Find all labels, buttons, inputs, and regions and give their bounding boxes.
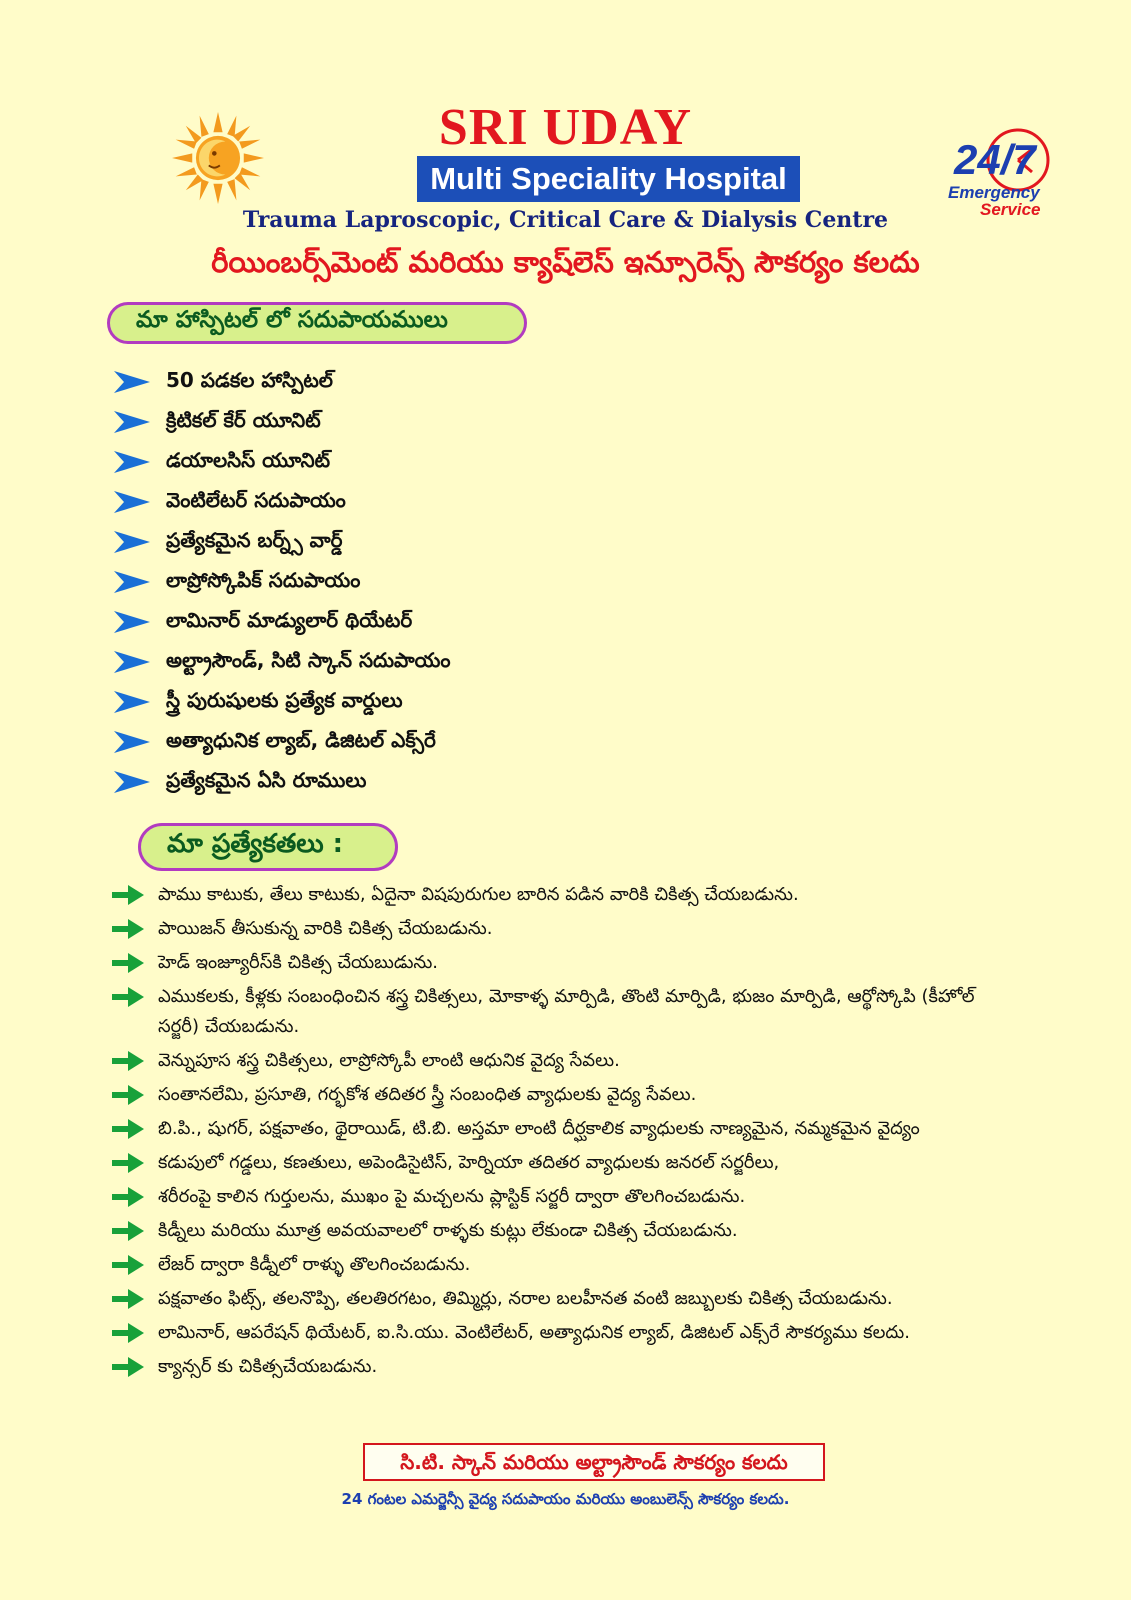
specialty-label: లామినార్, ఆపరేషన్ థియేటర్, ఐ.సి.యు. వెంటిలేటర్, అత్యాధునిక ల్యాబ్, డిజిటల్ ఎక్స్‌రే సౌకర్యము కలదు. [158, 1322, 910, 1343]
specialty-item [110, 914, 1010, 944]
specialty-label: పక్షవాతం ఫిట్స్, తలనొప్పి, తలతిరగటం, తిమ్మిర్లు, నరాల బలహీనత వంటి జబ్బులకు చికిత్స చేయబడును. [158, 1288, 893, 1309]
facility-label: వెంటిలేటర్ సదుపాయం [166, 487, 346, 512]
facility-label: లాప్రోస్కోపిక్ సదుపాయం [166, 567, 361, 592]
green-arrow-icon [110, 1049, 146, 1073]
specialty-item [110, 982, 1010, 1042]
facility-item [112, 362, 451, 402]
green-arrow-icon [110, 1253, 146, 1277]
specialty-item [110, 1250, 1010, 1280]
facility-item [112, 762, 451, 802]
green-arrow-icon [110, 1083, 146, 1107]
blue-arrow-icon [112, 729, 152, 755]
green-arrow-icon [110, 985, 146, 1009]
specialty-label: వెన్నుపూస శస్త్ర చికిత్సలు, లాప్రోస్కోపీ లాంటి ఆధునిక వైద్య సేవలు. [158, 1050, 620, 1071]
facility-label: డయాలసిస్ యూనిట్ [166, 447, 331, 472]
facility-label: లామినార్ మాడ్యులార్ థియేటర్ [166, 607, 413, 632]
specialty-item [110, 1284, 1010, 1314]
specialty-label: క్యాన్సర్ కు చికిత్సచేయబడును. [158, 1356, 378, 1377]
green-arrow-icon [110, 1355, 146, 1379]
facility-label: స్త్రీ పురుషులకు ప్రత్యేక వార్డులు [166, 687, 403, 712]
facility-label: అత్యాధునిక ల్యాబ్, డిజిటల్ ఎక్స్‌రే [166, 727, 436, 752]
blue-arrow-icon [112, 769, 152, 795]
blue-arrow-icon [112, 529, 152, 555]
blue-arrow-icon [112, 489, 152, 515]
emergency-number: 24/7 [954, 136, 1036, 183]
specialty-item [110, 1216, 1010, 1246]
green-arrow-icon [110, 1117, 146, 1141]
specialty-item [110, 880, 1010, 910]
specialty-label: కిడ్నీలు మరియు మూత్ర అవయవాలలో రాళ్ళకు కుట్లు లేకుండా చికిత్స చేయబడును. [158, 1220, 738, 1241]
green-arrow-icon [110, 1219, 146, 1243]
specialty-item [110, 1148, 1010, 1178]
facility-item [112, 602, 451, 642]
green-arrow-icon [110, 883, 146, 907]
blue-arrow-icon [112, 449, 152, 475]
blue-arrow-icon [112, 369, 152, 395]
specialty-label: లేజర్ ద్వారా కిడ్నీలో రాళ్ళు తొలగించబడును. [158, 1254, 471, 1275]
hospital-subtitle: Multi Speciality Hospital [417, 156, 800, 202]
specialty-item [110, 948, 1010, 978]
facility-item [112, 682, 451, 722]
hospital-tagline: Trauma Laproscopic, Critical Care & Dialysis Centre [242, 207, 889, 233]
blue-arrow-icon [112, 409, 152, 435]
emergency-label-line2: Service [980, 200, 1041, 218]
insurance-banner: రీయింబర్స్‌మెంట్ మరియు క్యాష్‌లెస్ ఇన్సూరెన్స్ సౌకర్యం కలదు [211, 245, 920, 279]
facility-item [112, 402, 451, 442]
facilities-heading: మా హాస్పిటల్ లో సదుపాయములు [107, 302, 527, 344]
facilities-list [112, 362, 451, 802]
green-arrow-icon [110, 951, 146, 975]
facility-label: ప్రత్యేకమైన ఏసి రూములు [166, 767, 367, 792]
facility-item [112, 482, 451, 522]
specialty-label: కడుపులో గడ్డలు, కణతులు, అపెండిసైటిస్, హెర్నియా తదితర వ్యాధులకు జనరల్ సర్జరీలు, [158, 1152, 780, 1173]
specialty-item [110, 1182, 1010, 1212]
blue-arrow-icon [112, 569, 152, 595]
ct-scan-notice: సి.టి. స్కాన్ మరియు అల్ట్రాసౌండ్ సౌకర్యం కలదు [363, 1443, 825, 1481]
specialty-item [110, 1352, 1010, 1382]
emergency-label-line1: Emergency [948, 183, 1040, 202]
facility-label: ప్రత్యేకమైన బర్న్స్ వార్డ్ [166, 527, 343, 552]
facility-label: 50 పడకల హాస్పిటల్ [166, 367, 333, 392]
specialty-item [110, 1114, 1010, 1144]
specialty-label: బి.పి., షుగర్, పక్షవాతం, థైరాయిడ్, టి.బి. అస్తమా లాంటి దీర్ఘకాలిక వ్యాధులకు నాణ్యమైన, నమ్మకమైన వైద్యం [158, 1118, 920, 1139]
facility-label: అల్ట్రాసౌండ్, సిటి స్కాన్ సదుపాయం [166, 647, 451, 672]
specialty-item [110, 1318, 1010, 1348]
emergency-note: 24 గంటల ఎమర్జెన్సీ వైద్య సదుపాయం మరియు అంబులెన్స్ సౌకర్యం కలదు. [341, 1490, 790, 1508]
specialty-label: శరీరంపై కాలిన గుర్తులను, ముఖం పై మచ్చలను ప్లాస్టిక్ సర్జరీ ద్వారా తొలగించబడును. [158, 1186, 746, 1207]
specialty-label: సంతానలేమి, ప్రసూతి, గర్భకోశ తదితర స్త్రీ సంబంధిత వ్యాధులకు వైద్య సేవలు. [158, 1084, 697, 1105]
specialty-label: హెడ్ ఇంజ్యూరీస్‌కి చికిత్స చేయబుడును. [158, 952, 439, 973]
specialties-heading: మా ప్రత్యేకతలు : [138, 823, 398, 871]
specialties-list [110, 880, 1010, 1386]
green-arrow-icon [110, 1185, 146, 1209]
specialty-item [110, 1080, 1010, 1110]
blue-arrow-icon [112, 649, 152, 675]
specialty-item [110, 1046, 1010, 1076]
blue-arrow-icon [112, 689, 152, 715]
blue-arrow-icon [112, 609, 152, 635]
facility-item [112, 722, 451, 762]
facility-item [112, 442, 451, 482]
hospital-name: SRI UDAY [438, 99, 693, 156]
facility-item [112, 642, 451, 682]
specialty-label: ఎముకలకు, కీళ్లకు సంబంధించిన శస్త్ర చికిత్సలు, మోకాళ్ళ మార్పిడి, తొంటి మార్పిడి, భుజం మార్పిడి, ఆర్థోస్కోపి (కీహోల్ సర్జరీ) చేయబడును. [158, 986, 975, 1037]
specialty-label: పాయిజన్ తీసుకున్న వారికి చికిత్స చేయబడును. [158, 918, 493, 939]
green-arrow-icon [110, 917, 146, 941]
emergency-24-7-badge [948, 118, 1068, 218]
green-arrow-icon [110, 1151, 146, 1175]
green-arrow-icon [110, 1321, 146, 1345]
facility-item [112, 562, 451, 602]
facility-item [112, 522, 451, 562]
green-arrow-icon [110, 1287, 146, 1311]
facility-label: క్రిటికల్ కేర్ యూనిట్ [166, 407, 321, 432]
specialty-label: పాము కాటుకు, తేలు కాటుకు, ఏదైనా విషపురుగుల బారిన పడిన వారికి చికిత్స చేయబడును. [158, 884, 799, 905]
